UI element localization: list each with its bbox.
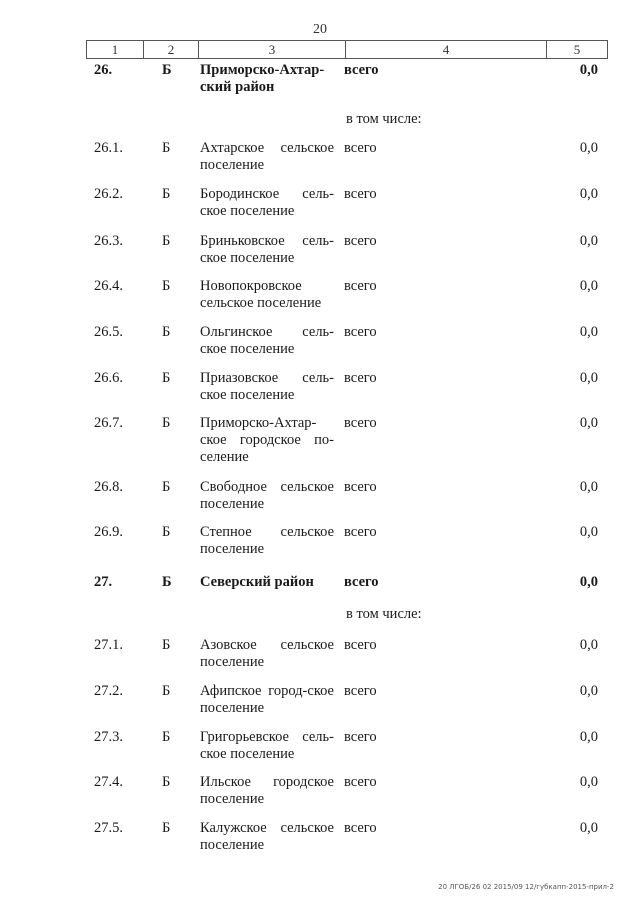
settlement-name: Приазовское сель-ское поселение bbox=[200, 370, 334, 403]
row-type: всего bbox=[344, 62, 379, 78]
row-category: Б bbox=[162, 186, 171, 202]
document-footer-code: 20 ЛГОБ/26 02 2015/09 12/губкапп-2015-прил-2 bbox=[438, 883, 614, 891]
row-number: 26.3. bbox=[94, 233, 123, 249]
row-number: 27. bbox=[94, 574, 113, 590]
row-type: всего bbox=[344, 683, 377, 699]
row-value: 0,0 bbox=[579, 324, 598, 340]
row-number: 26.9. bbox=[94, 524, 123, 540]
settlement-name: Бриньковское сель-ское поселение bbox=[200, 233, 334, 266]
settlement-name: Степное сельское поселение bbox=[200, 524, 334, 557]
settlement-name: Афипское город-ское поселение bbox=[200, 683, 334, 716]
subtitle-including: в том числе: bbox=[346, 606, 422, 622]
row-value: 0,0 bbox=[579, 370, 598, 386]
row-type: всего bbox=[344, 479, 377, 495]
settlement-name: Григорьевское сель-ское поселение bbox=[200, 729, 334, 762]
row-value: 0,0 bbox=[579, 820, 598, 836]
district-name: Северский район bbox=[200, 574, 314, 590]
row-category: Б bbox=[162, 278, 171, 294]
settlement-name: Азовское сельское поселение bbox=[200, 637, 334, 670]
row-type: всего bbox=[344, 186, 377, 202]
row-number: 26.5. bbox=[94, 324, 123, 340]
column-header-4: 4 bbox=[346, 41, 547, 59]
row-category: Б bbox=[162, 524, 171, 540]
row-number: 26.1. bbox=[94, 140, 123, 156]
row-type: всего bbox=[344, 774, 377, 790]
row-value: 0,0 bbox=[579, 140, 598, 156]
row-value: 0,0 bbox=[579, 729, 598, 745]
row-type: всего bbox=[344, 233, 377, 249]
row-number: 27.1. bbox=[94, 637, 123, 653]
row-value: 0,0 bbox=[579, 774, 598, 790]
row-type: всего bbox=[344, 820, 377, 836]
column-header-1: 1 bbox=[87, 41, 144, 59]
row-category: Б bbox=[162, 574, 172, 590]
row-category: Б bbox=[162, 62, 172, 78]
row-type: всего bbox=[344, 370, 377, 386]
row-category: Б bbox=[162, 370, 171, 386]
subtitle-including: в том числе: bbox=[346, 111, 422, 127]
row-value: 0,0 bbox=[579, 415, 598, 431]
row-value: 0,0 bbox=[579, 186, 598, 202]
row-category: Б bbox=[162, 415, 171, 431]
row-value: 0,0 bbox=[579, 278, 598, 294]
row-number: 27.5. bbox=[94, 820, 123, 836]
row-category: Б bbox=[162, 637, 171, 653]
row-type: всего bbox=[344, 140, 377, 156]
row-value: 0,0 bbox=[579, 479, 598, 495]
row-number: 27.2. bbox=[94, 683, 123, 699]
row-number: 26.2. bbox=[94, 186, 123, 202]
settlement-name: Новопокровское сельское поселение bbox=[200, 278, 322, 311]
district-name: Приморско-Ахтар-ский район bbox=[200, 62, 325, 95]
row-category: Б bbox=[162, 233, 171, 249]
column-header-3: 3 bbox=[199, 41, 346, 59]
row-category: Б bbox=[162, 774, 171, 790]
settlement-name: Свободное сельское поселение bbox=[200, 479, 334, 512]
row-category: Б bbox=[162, 324, 171, 340]
row-category: Б bbox=[162, 729, 171, 745]
row-value: 0,0 bbox=[579, 683, 598, 699]
settlement-name: Ахтарское сельское поселение bbox=[200, 140, 334, 173]
row-type: всего bbox=[344, 415, 377, 431]
column-header-row bbox=[86, 40, 608, 59]
settlement-name: Ильское городское поселение bbox=[200, 774, 334, 807]
row-number: 27.4. bbox=[94, 774, 123, 790]
row-number: 27.3. bbox=[94, 729, 123, 745]
row-type: всего bbox=[344, 729, 377, 745]
settlement-name: Бородинское сель-ское поселение bbox=[200, 186, 334, 219]
settlement-name: Приморско-Ахтар-ское городское по-селение bbox=[200, 415, 334, 465]
row-category: Б bbox=[162, 479, 171, 495]
row-category: Б bbox=[162, 820, 171, 836]
row-type: всего bbox=[344, 524, 377, 540]
row-value: 0,0 bbox=[579, 62, 598, 78]
row-type: всего bbox=[344, 637, 377, 653]
row-type: всего bbox=[344, 324, 377, 340]
row-value: 0,0 bbox=[579, 637, 598, 653]
row-number: 26.4. bbox=[94, 278, 123, 294]
settlement-name: Ольгинское сель-ское поселение bbox=[200, 324, 334, 357]
row-number: 26.6. bbox=[94, 370, 123, 386]
row-value: 0,0 bbox=[579, 574, 598, 590]
settlement-name: Калужское сельское поселение bbox=[200, 820, 334, 853]
row-category: Б bbox=[162, 683, 171, 699]
column-header-2: 2 bbox=[144, 41, 199, 59]
row-value: 0,0 bbox=[579, 524, 598, 540]
row-number: 26.7. bbox=[94, 415, 123, 431]
row-value: 0,0 bbox=[579, 233, 598, 249]
row-number: 26.8. bbox=[94, 479, 123, 495]
column-header-5: 5 bbox=[547, 41, 608, 59]
row-type: всего bbox=[344, 574, 379, 590]
row-type: всего bbox=[344, 278, 377, 294]
row-category: Б bbox=[162, 140, 171, 156]
row-number: 26. bbox=[94, 62, 113, 78]
page-number: 20 bbox=[313, 22, 327, 37]
